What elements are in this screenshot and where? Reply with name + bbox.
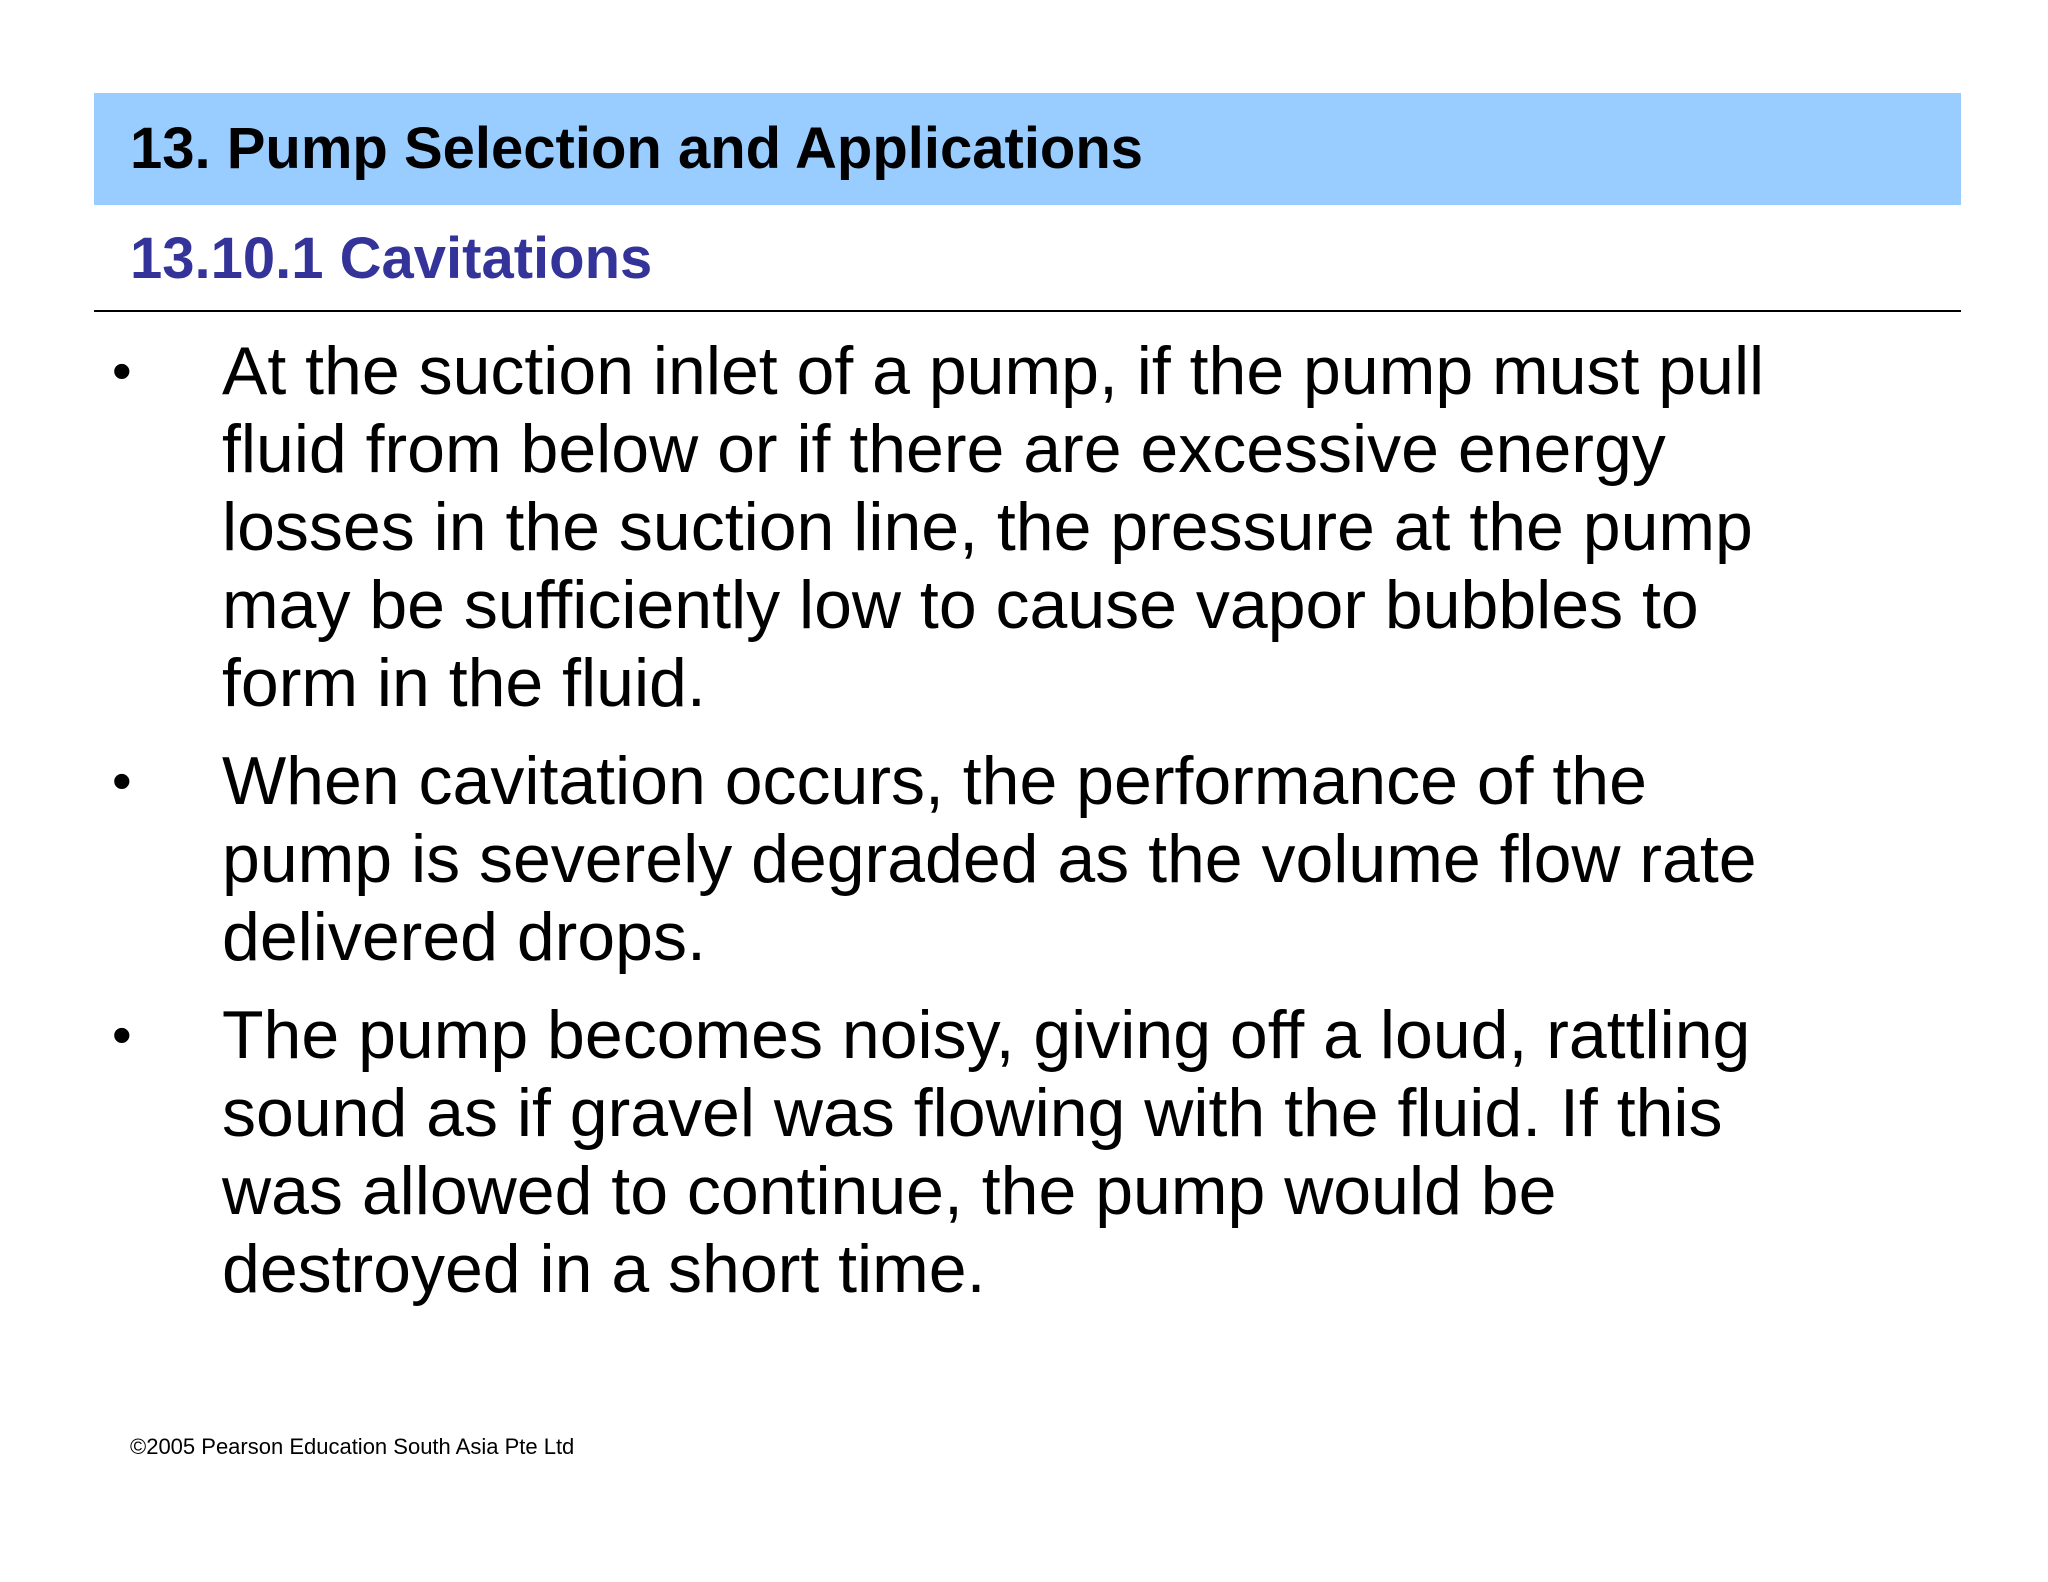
bullet-marker: • — [112, 1003, 132, 1066]
bullet-marker: • — [112, 339, 132, 402]
bullet-item — [94, 996, 1954, 1308]
bullet-text: When cavitation occurs, the performance of the pump is severely degraded as the volume flow rate delivered drops. — [222, 743, 1757, 975]
chapter-title: 13. Pump Selection and Applications — [130, 116, 1144, 181]
copyright-footer: ©2005 Pearson Education South Asia Pte Ltd — [130, 1434, 575, 1459]
bullet-text: At the suction inlet of a pump, if the pump must pull fluid from below or if there are excessive energy losses in the suction line, the pressure at the pump may be sufficiently low to cause vapor bubbles to form in the fluid. — [222, 333, 1765, 721]
bullet-item — [94, 332, 1954, 722]
bullet-list — [94, 332, 1954, 1328]
bullet-item — [94, 742, 1954, 976]
bullet-text: The pump becomes noisy, giving off a loud, rattling sound as if gravel was flowing with the fluid. If this was allowed to continue, the pump would be destroyed in a short time. — [222, 997, 1751, 1307]
chapter-header-bar — [94, 93, 1961, 205]
header-divider — [94, 310, 1961, 312]
section-title: 13.10.1 Cavitations — [130, 226, 653, 291]
bullet-marker: • — [112, 749, 132, 812]
